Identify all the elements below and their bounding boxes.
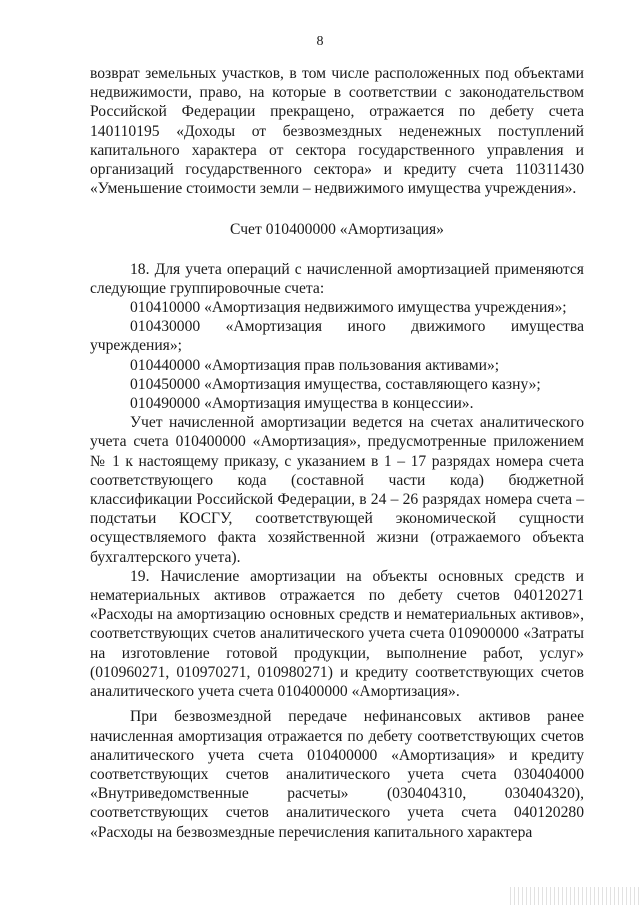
section-heading: Счет 010400000 «Амортизация» — [230, 221, 444, 239]
document-body — [90, 64, 584, 842]
paragraph-free-transfer: При безвозмездной передаче нефинансовых активов ранее начисленная амортизация отражается по дебету соответствующих счетов аналитического учета счета 010400000 «Амортизация» и кредиту соответствующих счетов аналитического учета счета 030404000 «Внутриведомственные расчеты» (030404310, 030404320), соответствующих счетов аналитического учета счета 040120280 «Расходы на безвозмездные перечисления капитального характера — [90, 708, 584, 841]
paragraph-land-return: возврат земельных участков, в том числе расположенных под объектами недвижимости, право, на которые в соответствии с законодательством Российской Федерации прекращено, отражается по дебету счета 140110195 «Доходы от безвозмездных неденежных поступлений капитального характера от сектора государственного управления и организаций государственного сектора» и кредиту счета 110311430 «Уменьшение стоимости земли – недвижимого имущества учреждения». — [90, 65, 584, 198]
account-item: 010440000 «Амортизация прав пользования активами»; — [130, 356, 500, 374]
page-number: 8 — [316, 34, 324, 49]
account-item: 010450000 «Амортизация имущества, составляющего казну»; — [130, 375, 541, 393]
account-item: 010410000 «Амортизация недвижимого имущества учреждения»; — [130, 299, 567, 317]
paragraph-18: 18. Для учета операций с начисленной амортизацией применяются следующие группировочные счета: — [90, 260, 584, 297]
paragraph-19: 19. Начисление амортизации на объекты основных средств и нематериальных активов отражается по дебету счетов 040120271 «Расходы на амортизацию основных средств и нематериальных активов», соответствующих счетов аналитического учета счета 010900000 «Затраты на изготовление готовой продукции, выполнение работ, услуг» (010960271, 010970271, 010980271) и кредиту соответствующих счетов аналитического учета счета 010400000 «Амортизация». — [90, 567, 584, 701]
scan-barcode-mark — [510, 887, 640, 905]
account-item: 010430000 «Амортизация иного движимого имущества учреждения»; — [90, 318, 584, 355]
account-item: 010490000 «Амортизация имущества в концессии». — [130, 395, 474, 413]
paragraph-analytic-accounting: Учет начисленной амортизации ведется на счетах аналитического учета счета 010400000 «Амортизация», предусмотренные приложением № 1 к настоящему приказу, с указанием в 1 – 17 разрядах номера счета соответствующего кода (составной части кода) бюджетной классификации Российской Федерации, в 24 – 26 разрядах номера счета – подстатьи КОСГУ, соответствующей экономической сущности осуществляемого факта хозяйственной жизни (отражаемого объекта бухгалтерского учета). — [90, 414, 584, 566]
